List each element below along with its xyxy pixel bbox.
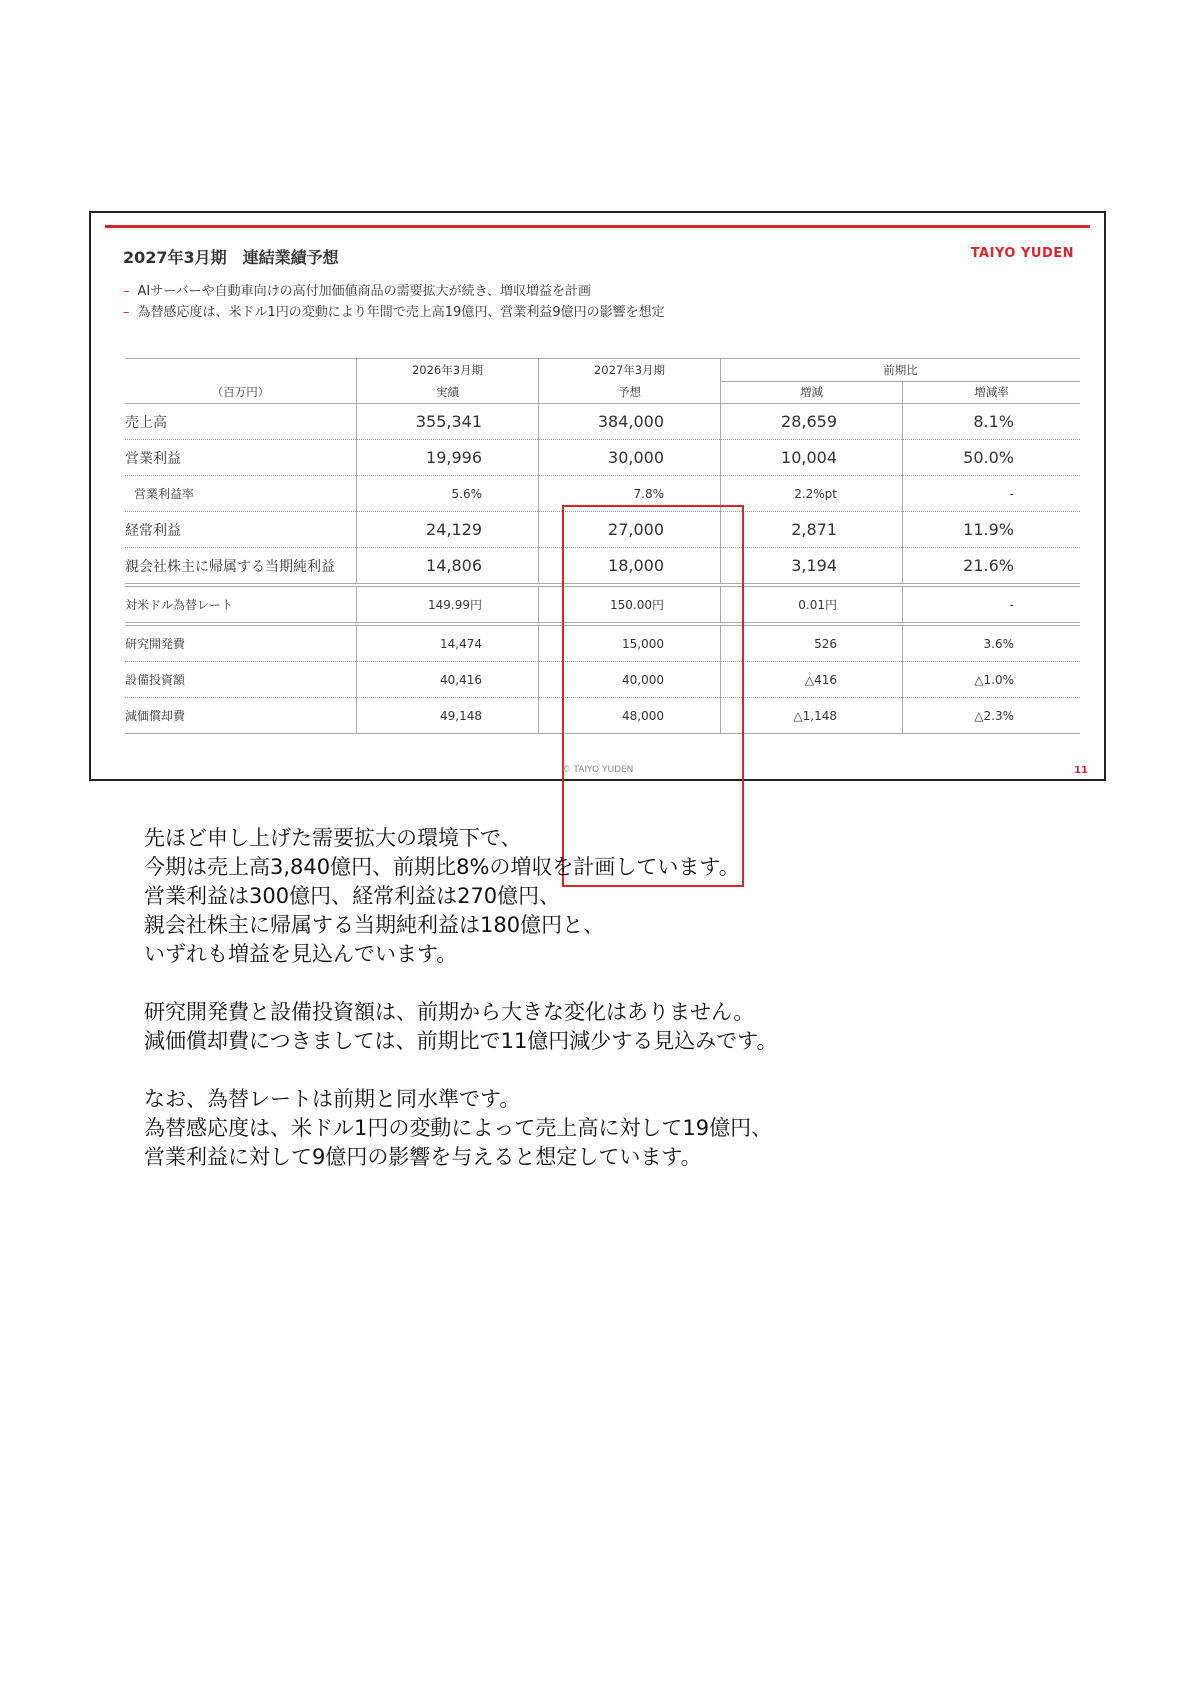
cell-actual: 355,341 [357,404,539,440]
page-number: 11 [1074,765,1088,776]
row-label: 売上高 [125,404,357,440]
cell-forecast: 150.00円 [539,585,721,624]
cell-change: △1,148 [721,698,903,734]
header-compare: 前期比 [721,359,1081,382]
cell-forecast: 30,000 [539,440,721,476]
cell-change-rate: 50.0% [903,440,1081,476]
cell-change: 10,004 [721,440,903,476]
cell-change-rate: 3.6% [903,624,1081,662]
bullet-dash: – [123,305,130,320]
bullet-dash: – [123,284,130,299]
notes-line: 営業利益は300億円、経常利益は270億円、 [144,884,561,908]
cell-change-rate: 21.6% [903,548,1081,586]
notes-line: 減価償却費につきましては、前期比で11億円減少する見込みです。 [144,1029,778,1053]
bullet-list [123,281,665,323]
row-label: 研究開発費 [125,624,357,662]
header-actual: 実績 [357,381,539,404]
cell-change: 2.2%pt [721,476,903,512]
table-row [125,476,1080,512]
header-change-rate: 増減率 [903,381,1081,404]
table-row [125,624,1080,662]
bullet-item [123,281,665,302]
cell-change-rate: - [903,585,1081,624]
row-label: 対米ドル為替レート [125,585,357,624]
row-label: 営業利益率 [125,476,357,512]
table-header-row [125,359,1080,382]
notes-line: 為替感応度は、米ドル1円の変動によって売上高に対して19億円、 [144,1116,773,1140]
table-row [125,548,1080,586]
cell-forecast: 48,000 [539,698,721,734]
cell-change-rate: - [903,476,1081,512]
notes-line: 研究開発費と設備投資額は、前期から大きな変化はありません。 [144,1000,755,1024]
notes-line: なお、為替レートは前期と同水準です。 [144,1087,521,1111]
company-logo: TAIYO YUDEN [970,246,1074,261]
table-subheader-row [125,381,1080,404]
cell-forecast: 7.8% [539,476,721,512]
row-label: 経常利益 [125,512,357,548]
cell-forecast: 384,000 [539,404,721,440]
bullet-text: 為替感応度は、米ドル1円の変動により年間で売上高19億円、営業利益9億円の影響を想定 [137,305,665,320]
header-period-2026: 2026年3月期 [357,359,539,382]
cell-change-rate: △1.0% [903,662,1081,698]
cell-change: 0.01円 [721,585,903,624]
table-row [125,698,1080,734]
notes-line: 先ほど申し上げた需要拡大の環境下で、 [144,826,522,850]
notes-paragraph [144,1085,778,1172]
slide [89,211,1106,781]
cell-actual: 24,129 [357,512,539,548]
cell-actual: 14,806 [357,548,539,586]
row-label: 設備投資額 [125,662,357,698]
slide-title: 2027年3月期 連結業績予想 [123,248,339,267]
notes-paragraph [144,824,778,969]
cell-actual: 14,474 [357,624,539,662]
table-row [125,404,1080,440]
notes-line: 今期は売上高3,840億円、前期比8%の増収を計画しています。 [144,855,740,879]
notes-line: 親会社株主に帰属する当期純利益は180億円と、 [144,913,605,937]
cell-actual: 40,416 [357,662,539,698]
header-rule [105,225,1090,228]
unit-label: （百万円） [125,381,357,404]
cell-actual: 19,996 [357,440,539,476]
header-forecast: 予想 [539,381,721,404]
copyright: © TAIYO YUDEN [561,765,634,775]
speaker-notes [144,824,778,1201]
row-label: 親会社株主に帰属する当期純利益 [125,548,357,586]
table-row [125,440,1080,476]
cell-forecast: 27,000 [539,512,721,548]
cell-forecast: 15,000 [539,624,721,662]
header-period-2027: 2027年3月期 [539,359,721,382]
cell-change: △416 [721,662,903,698]
table-row [125,512,1080,548]
cell-change-rate: 8.1% [903,404,1081,440]
cell-actual: 149.99円 [357,585,539,624]
row-label: 営業利益 [125,440,357,476]
notes-line: 営業利益に対して9億円の影響を与えると想定しています。 [144,1145,702,1169]
cell-change-rate: △2.3% [903,698,1081,734]
table-row [125,585,1080,624]
cell-forecast: 18,000 [539,548,721,586]
cell-change: 526 [721,624,903,662]
cell-change-rate: 11.9% [903,512,1081,548]
cell-forecast: 40,000 [539,662,721,698]
cell-actual: 49,148 [357,698,539,734]
notes-line: いずれも増益を見込んでいます。 [144,942,458,966]
notes-paragraph [144,998,778,1056]
bullet-item [123,302,665,323]
bullet-text: AIサーバーや自動車向けの高付加価値商品の需要拡大が続き、増収増益を計画 [137,284,592,299]
header-change: 増減 [721,381,903,404]
table-row [125,662,1080,698]
cell-change: 28,659 [721,404,903,440]
forecast-table [125,358,1080,734]
cell-change: 2,871 [721,512,903,548]
cell-change: 3,194 [721,548,903,586]
row-label: 減価償却費 [125,698,357,734]
cell-actual: 5.6% [357,476,539,512]
